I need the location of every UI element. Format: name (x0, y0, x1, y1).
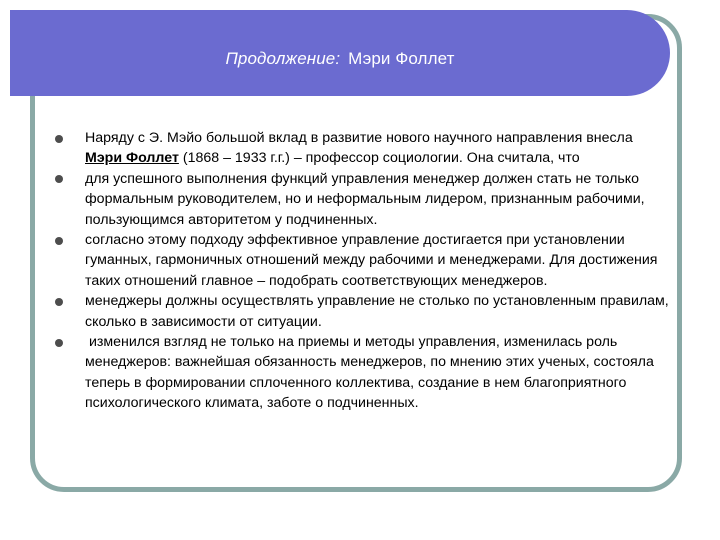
bullet-text-after: (1868 – 1933 г.г.) – профессор социологии. Она считала, что (178, 150, 580, 167)
bullet-item-3 (52, 230, 672, 291)
bullet-list (52, 128, 672, 414)
bullet-text-before: Наряду с Э. Мэйо большой вклад в развитие нового научного направления внесла (85, 130, 633, 146)
bullet-text: для успешного выполнения функций управления менеджер должен стать не только формальным руководителем, но и неформальным лидером, признанным рабочими, пользующимся авторитетом у подчиненных. (85, 170, 645, 228)
bullet-dot-icon (55, 298, 63, 306)
bullet-item-4 (52, 291, 672, 332)
bullet-text: согласно этому подходу эффективное управление достигается при установлении гуманных, гармоничных отношений между рабочими и менеджерами. Для достижения таких отношений главное – подобрать соответствующих менеджеров. (85, 232, 658, 289)
bullet-text: изменился взгляд не только на приемы и методы управления, изменилась роль менеджеров: важнейшая обязанность менеджеров, по мнению этих ученых, состояла теперь в формировании сплоченного коллектива, создание в нем благоприятного психологического климата, заботе о подчиненных. (85, 334, 658, 412)
title-bar (10, 10, 670, 96)
bullet-dot-icon (55, 237, 63, 245)
bullet-dot-icon (55, 135, 63, 143)
bullet-item-1 (52, 128, 672, 169)
bullet-item-2 (52, 169, 672, 230)
title-underline (38, 102, 646, 104)
bullet-dot-icon (55, 339, 63, 347)
bullet-text: менеджеры должны осуществлять управление не столько по установленным правилам, сколько в зависимости от ситуации. (85, 293, 669, 330)
title-prefix: Продолжение: (225, 49, 341, 68)
slide-title (10, 48, 670, 70)
highlighted-name: Мэри Фоллет (85, 150, 179, 167)
bullet-item-5 (52, 332, 672, 414)
title-main: Мэри Фоллет (348, 49, 455, 68)
bullet-dot-icon (55, 175, 63, 183)
